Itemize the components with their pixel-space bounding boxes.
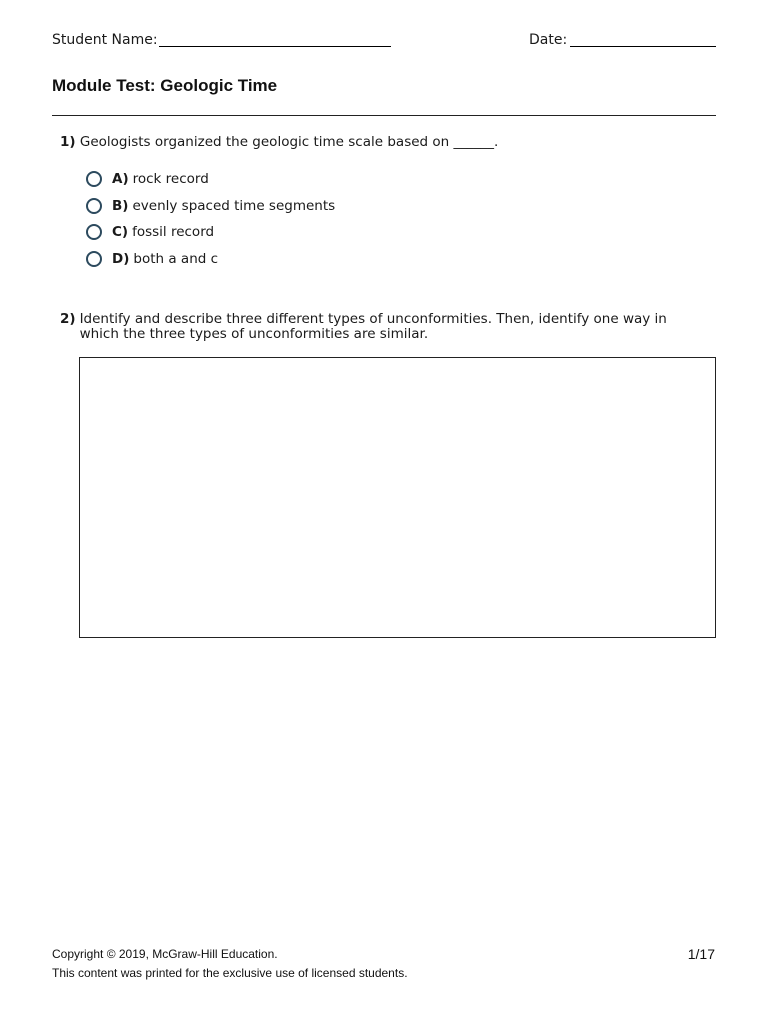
- option-b-text: evenly spaced time segments: [132, 197, 336, 214]
- question-1: [60, 134, 710, 150]
- student-name-field[interactable]: [159, 46, 391, 47]
- option-a[interactable]: [86, 166, 686, 193]
- question-1-number: 1): [60, 134, 76, 150]
- option-d-text: both a and c: [133, 250, 219, 267]
- radio-circle-icon[interactable]: [86, 171, 102, 187]
- option-a-text: rock record: [132, 171, 209, 188]
- page-title: Module Test: Geologic Time: [52, 76, 278, 95]
- date-label: Date:: [529, 32, 568, 48]
- radio-circle-icon[interactable]: [86, 224, 102, 240]
- option-c-letter: C): [112, 224, 129, 241]
- option-d-letter: D): [112, 250, 130, 267]
- option-b-letter: B): [112, 197, 129, 214]
- copyright-text: Copyright © 2019, McGraw-Hill Education.: [52, 947, 278, 961]
- question-1-options: [86, 166, 686, 272]
- date-field[interactable]: [570, 46, 716, 47]
- option-a-letter: A): [112, 171, 129, 188]
- title-divider: [52, 115, 716, 116]
- header-row: [52, 30, 716, 52]
- license-notice: This content was printed for the exclusive use of licensed students.: [52, 966, 408, 980]
- option-b[interactable]: [86, 193, 686, 220]
- option-d[interactable]: [86, 246, 686, 273]
- radio-circle-icon[interactable]: [86, 198, 102, 214]
- question-2-number: 2): [60, 311, 76, 327]
- page-number: 1/17: [687, 946, 715, 962]
- option-c[interactable]: [86, 219, 686, 246]
- question-2: [60, 312, 710, 342]
- question-2-text: Identify and describe three different types of unconformities. Then, identify one way in which the three types of unconformities are similar.: [79, 311, 667, 342]
- radio-circle-icon[interactable]: [86, 251, 102, 267]
- student-name-label: Student Name:: [52, 32, 158, 48]
- option-c-text: fossil record: [132, 224, 215, 241]
- question-1-text: Geologists organized the geologic time scale based on ______.: [79, 134, 499, 150]
- answer-textbox[interactable]: [79, 357, 716, 638]
